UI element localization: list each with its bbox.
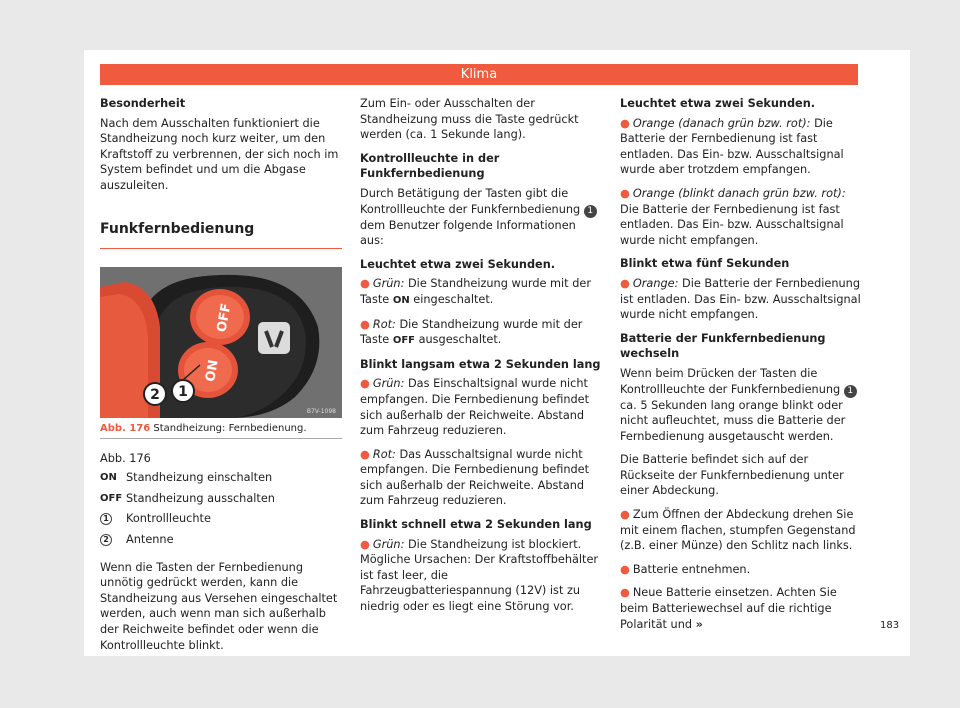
column-1 [100, 96, 342, 661]
remote-control-illustration [100, 267, 342, 418]
list-item [620, 116, 862, 178]
figure-caption [100, 418, 342, 439]
text-part: ausgeschaltet. [418, 333, 502, 347]
list-item [620, 186, 862, 248]
heading-zwei-sekunden: Leuchtet etwa zwei Sekunden. [360, 257, 556, 271]
legend-item [100, 532, 342, 548]
list-item [620, 562, 862, 578]
list-item [360, 317, 602, 349]
text-part: dem Benutzer folgende Informationen aus: [360, 218, 576, 248]
figure-id: B7V-1098 [306, 407, 336, 415]
paragraph-wechsel [620, 366, 862, 444]
callout-1: 1 [178, 383, 188, 400]
legend-key-off: OFF [100, 492, 123, 504]
status-label: Rot: [372, 447, 396, 461]
text-part: Die Standheizung wurde mit der Taste [360, 317, 583, 347]
list-item [360, 537, 602, 615]
list-item [620, 276, 862, 323]
legend-text: Standheizung einschalten [126, 471, 273, 485]
heading-fuenf-sekunden: Blinkt etwa fünf Sekunden [620, 257, 790, 271]
text-part: Batterie entnehmen. [632, 562, 751, 576]
legend-text: Standheizung ausschalten [126, 491, 275, 505]
bullet-dot-icon: ● [620, 276, 630, 290]
paragraph-besonderheit: Nach dem Ausschalten funktioniert die Standheizung noch kurz weiter, um den Kraftstoff zu verbrennen, der sich noch im System befindet und um die Abgase auszuleiten. [100, 116, 339, 192]
chapter-header: Klima [100, 64, 858, 85]
text-part: Zum Öffnen der Abdeckung drehen Sie mit einem flachen, stumpfen Gegenstand (z.B. einer Münze) den Schlitz nach links. [620, 508, 856, 553]
legend-key-2: 2 [100, 534, 112, 546]
bullet-dot-icon: ● [360, 537, 370, 551]
status-label: Orange (blinkt danach grün bzw. rot): [632, 186, 846, 200]
list-item [620, 585, 862, 632]
list-item [360, 376, 602, 438]
legend-key-1: 1 [100, 513, 112, 525]
bullet-dot-icon: ● [620, 116, 630, 130]
off-key-symbol: OFF [392, 335, 415, 347]
status-label: Grün: [372, 277, 405, 291]
paragraph-intro: Zum Ein- oder Ausschalten der Standheizung muss die Taste gedrückt werden (ca. 1 Sekunde lang). [360, 97, 579, 142]
continue-arrow-icon: » [695, 617, 703, 631]
bullet-dot-icon: ● [620, 562, 630, 576]
status-label: Grün: [372, 377, 405, 391]
paragraph-kontrollleuchte [360, 186, 602, 249]
section-title: Funkfernbedienung [100, 220, 342, 249]
text-part: Die Batterie der Fernbedienung ist entladen. Das Ein- bzw. Ausschaltsignal wurde nicht empfangen. [620, 276, 861, 322]
callout-2: 2 [150, 386, 160, 403]
text-part: Wenn beim Drücken der Tasten die Kontrollleuchte der Funkfernbedienung [620, 366, 841, 396]
remote-control-figure [100, 267, 342, 418]
legend-key-on: ON [100, 472, 117, 484]
bullet-dot-icon: ● [360, 447, 370, 461]
caption-number: Abb. 176 [100, 422, 151, 434]
status-label: Orange: [632, 276, 679, 290]
callout-badge-1: 1 [844, 385, 857, 398]
text-part: ca. 5 Sekunden lang orange blinkt oder nicht aufleuchtet, muss die Batterie der Fernbedienung ausgetauscht werden. [620, 398, 846, 443]
status-label: Grün: [372, 537, 405, 551]
bullet-dot-icon: ● [360, 317, 370, 331]
column-3 [620, 96, 862, 640]
bullet-dot-icon: ● [620, 508, 630, 522]
text-part: eingeschaltet. [413, 292, 494, 306]
column-2 [360, 96, 602, 623]
heading-batterie-wechseln: Batterie der Funkfernbedienung wechseln [620, 331, 826, 361]
text-part: Die Standheizung ist blockiert. Mögliche Ursachen: Der Kraftstoffbehälter ist fast leer, die Fahrzeugbatteriespannung (12V) ist zu niedrig oder es liegt eine Störung vor. [360, 537, 599, 614]
legend-title: Abb. 176 [100, 451, 151, 465]
text-part: Neue Batterie einsetzen. Achten Sie beim Batteriewechsel auf die richtige Polarität und [620, 586, 837, 631]
status-label: Rot: [372, 317, 396, 331]
legend-item [100, 470, 342, 486]
text-part: Das Einschaltsignal wurde nicht empfangen. Die Fernbedienung befindet sich außerhalb der Reichweite. Abstand zum Fahrzeug reduzieren. [360, 377, 590, 438]
paragraph-warning: Wenn die Tasten der Fernbedienung unnötig gedrückt werden, kann die Standheizung aus Versehen eingeschaltet werden, auch wenn man sich außerhalb der Reichweite befindet oder wenn die Kontrollleuchte blinkt. [100, 560, 338, 652]
off-button-label: OFF [214, 301, 235, 333]
bullet-dot-icon: ● [620, 186, 630, 200]
on-key-symbol: ON [392, 294, 410, 306]
on-button-label: ON [203, 358, 222, 383]
bullet-dot-icon: ● [360, 377, 370, 391]
text-part: Durch Betätigung der Tasten gibt die Kontrollleuchte der Funkfernbedienung [360, 186, 581, 216]
list-item [620, 507, 862, 554]
list-item [360, 276, 602, 308]
heading-kontrollleuchte: Kontrollleuchte in der Funkfernbedienung [360, 151, 500, 181]
text-part: Die Batterie der Fernbedienung ist fast entladen. Das Ein- bzw. Ausschaltsignal wurde aber trotzdem empfangen. [620, 116, 844, 177]
heading-blinkt-langsam: Blinkt langsam etwa 2 Sekunden lang [360, 357, 601, 371]
caption-text: Standheizung: Fernbedienung. [153, 422, 307, 434]
status-label: Orange (danach grün bzw. rot): [632, 116, 811, 130]
legend-text: Kontrollleuchte [126, 512, 211, 526]
heading-besonderheit: Besonderheit [100, 97, 186, 110]
bullet-dot-icon: ● [360, 277, 370, 291]
legend-item [100, 491, 342, 507]
text-part: Das Ausschaltsignal wurde nicht empfangen. Die Fernbedienung befindet sich außerhalb der Reichweite. Abstand zum Fahrzeug reduzieren. [360, 447, 590, 508]
bullet-dot-icon: ● [620, 586, 630, 600]
callout-badge-1: 1 [584, 205, 597, 218]
heading-zwei-sekunden: Leuchtet etwa zwei Sekunden. [620, 97, 816, 110]
list-item [360, 447, 602, 509]
text-part: Die Batterie der Fernbedienung ist fast entladen. Das Ein- bzw. Ausschaltsignal wurde nicht empfangen. [620, 202, 844, 247]
heading-blinkt-schnell: Blinkt schnell etwa 2 Sekunden lang [360, 518, 592, 532]
paragraph-rueckseite: Die Batterie befindet sich auf der Rückseite der Funkfernbedienung unter einer Abdeckung. [620, 453, 844, 498]
legend-item [100, 511, 342, 527]
page-number: 183 [880, 620, 900, 631]
legend-text: Antenne [126, 532, 174, 546]
text-part: Die Standheizung wurde mit der Taste [360, 277, 591, 306]
